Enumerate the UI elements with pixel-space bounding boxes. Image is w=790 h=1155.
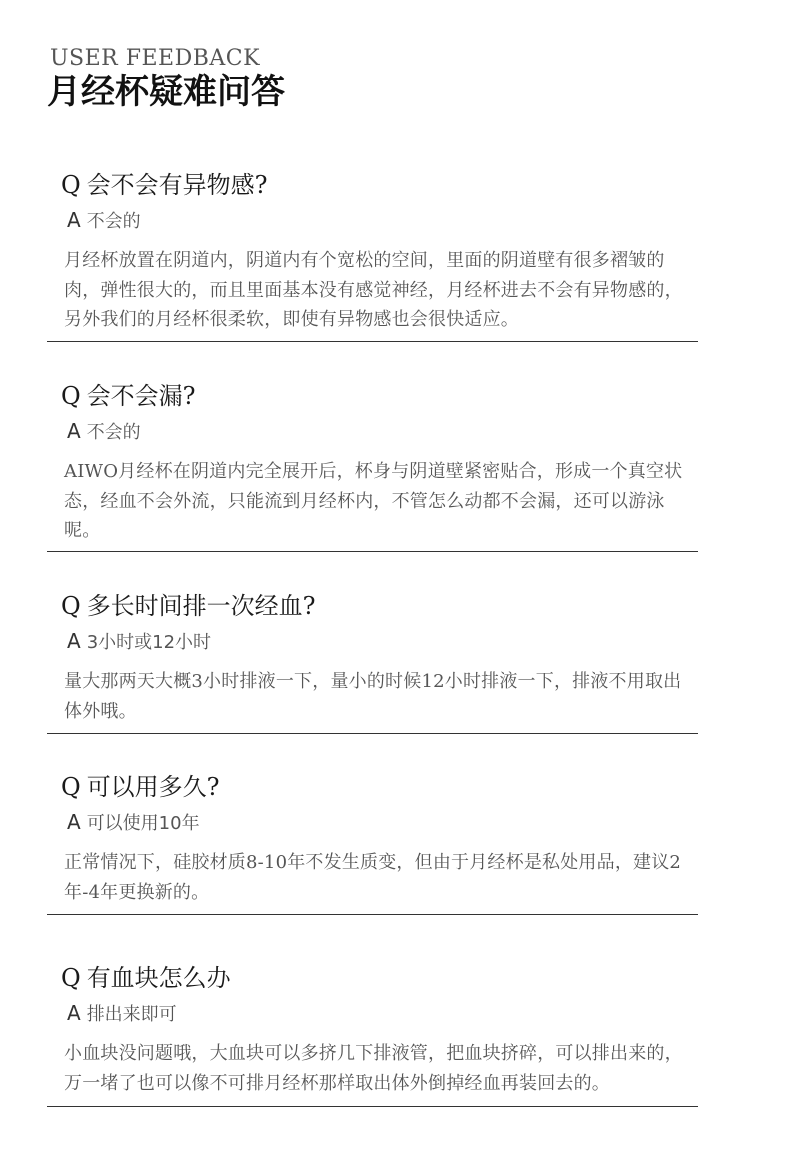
page-header <box>47 44 285 112</box>
faq-item <box>47 160 698 342</box>
answer-text: 不会的 <box>86 422 141 443</box>
question-mark-label: Q <box>61 171 81 199</box>
question-text: 可以用多久? <box>86 773 220 801</box>
header-english-title: USER FEEDBACK <box>50 46 261 71</box>
faq-answer <box>67 810 200 836</box>
faq-explanation: 正常情况下，硅胶材质8-10年不发生质变，但由于月经杯是私处用品，建议2年-4年更换新的。 <box>64 852 682 903</box>
question-text: 有血块怎么办 <box>86 964 231 992</box>
page-title: 月经杯疑难问答 <box>47 72 285 112</box>
faq-answer <box>67 208 141 234</box>
answer-mark-label: A <box>67 810 81 834</box>
question-mark-label: Q <box>61 964 81 992</box>
faq-explanation: 月经杯放置在阴道内，阴道内有个宽松的空间，里面的阴道壁有很多褶皱的肉，弹性很大的，而且里面基本没有感觉神经，月经杯进去不会有异物感的，另外我们的月经杯很柔软，即使有异物感也会很快适应。 <box>64 250 683 330</box>
faq-question <box>61 170 268 200</box>
answer-text: 不会的 <box>86 211 141 232</box>
faq-question <box>61 381 196 411</box>
faq-explanation: 小血块没问题哦，大血块可以多挤几下排液管，把血块挤碎，可以排出来的，万一堵了也可以像不可排月经杯那样取出体外倒掉经血再装回去的。 <box>64 1043 683 1094</box>
faq-question <box>61 591 316 621</box>
faq-answer <box>67 1001 177 1027</box>
faq-answer <box>67 629 211 655</box>
question-mark-label: Q <box>61 773 81 801</box>
faq-item <box>47 762 698 915</box>
question-text: 多长时间排一次经血? <box>86 592 316 620</box>
faq-question <box>61 772 220 802</box>
question-mark-label: Q <box>61 592 81 620</box>
question-text: 会不会漏? <box>86 382 196 410</box>
question-mark-label: Q <box>61 382 81 410</box>
answer-mark-label: A <box>67 208 81 232</box>
question-text: 会不会有异物感? <box>86 171 268 199</box>
faq-explanation: 量大那两天大概3小时排液一下，量小的时候12小时排液一下，排液不用取出体外哦。 <box>64 671 682 722</box>
answer-text: 可以使用10年 <box>86 813 200 834</box>
answer-mark-label: A <box>67 629 81 653</box>
faq-item <box>47 581 698 734</box>
answer-text: 排出来即可 <box>86 1004 177 1025</box>
faq-item <box>47 953 698 1107</box>
answer-text: 3小时或12小时 <box>86 632 212 653</box>
answer-mark-label: A <box>67 419 81 443</box>
answer-mark-label: A <box>67 1001 81 1025</box>
faq-answer <box>67 419 141 445</box>
faq-explanation: AIWO月经杯在阴道内完全展开后，杯身与阴道壁紧密贴合，形成一个真空状态，经血不会外流，只能流到月经杯内，不管怎么动都不会漏，还可以游泳呢。 <box>64 461 683 541</box>
faq-question <box>61 963 231 993</box>
faq-item <box>47 371 698 552</box>
